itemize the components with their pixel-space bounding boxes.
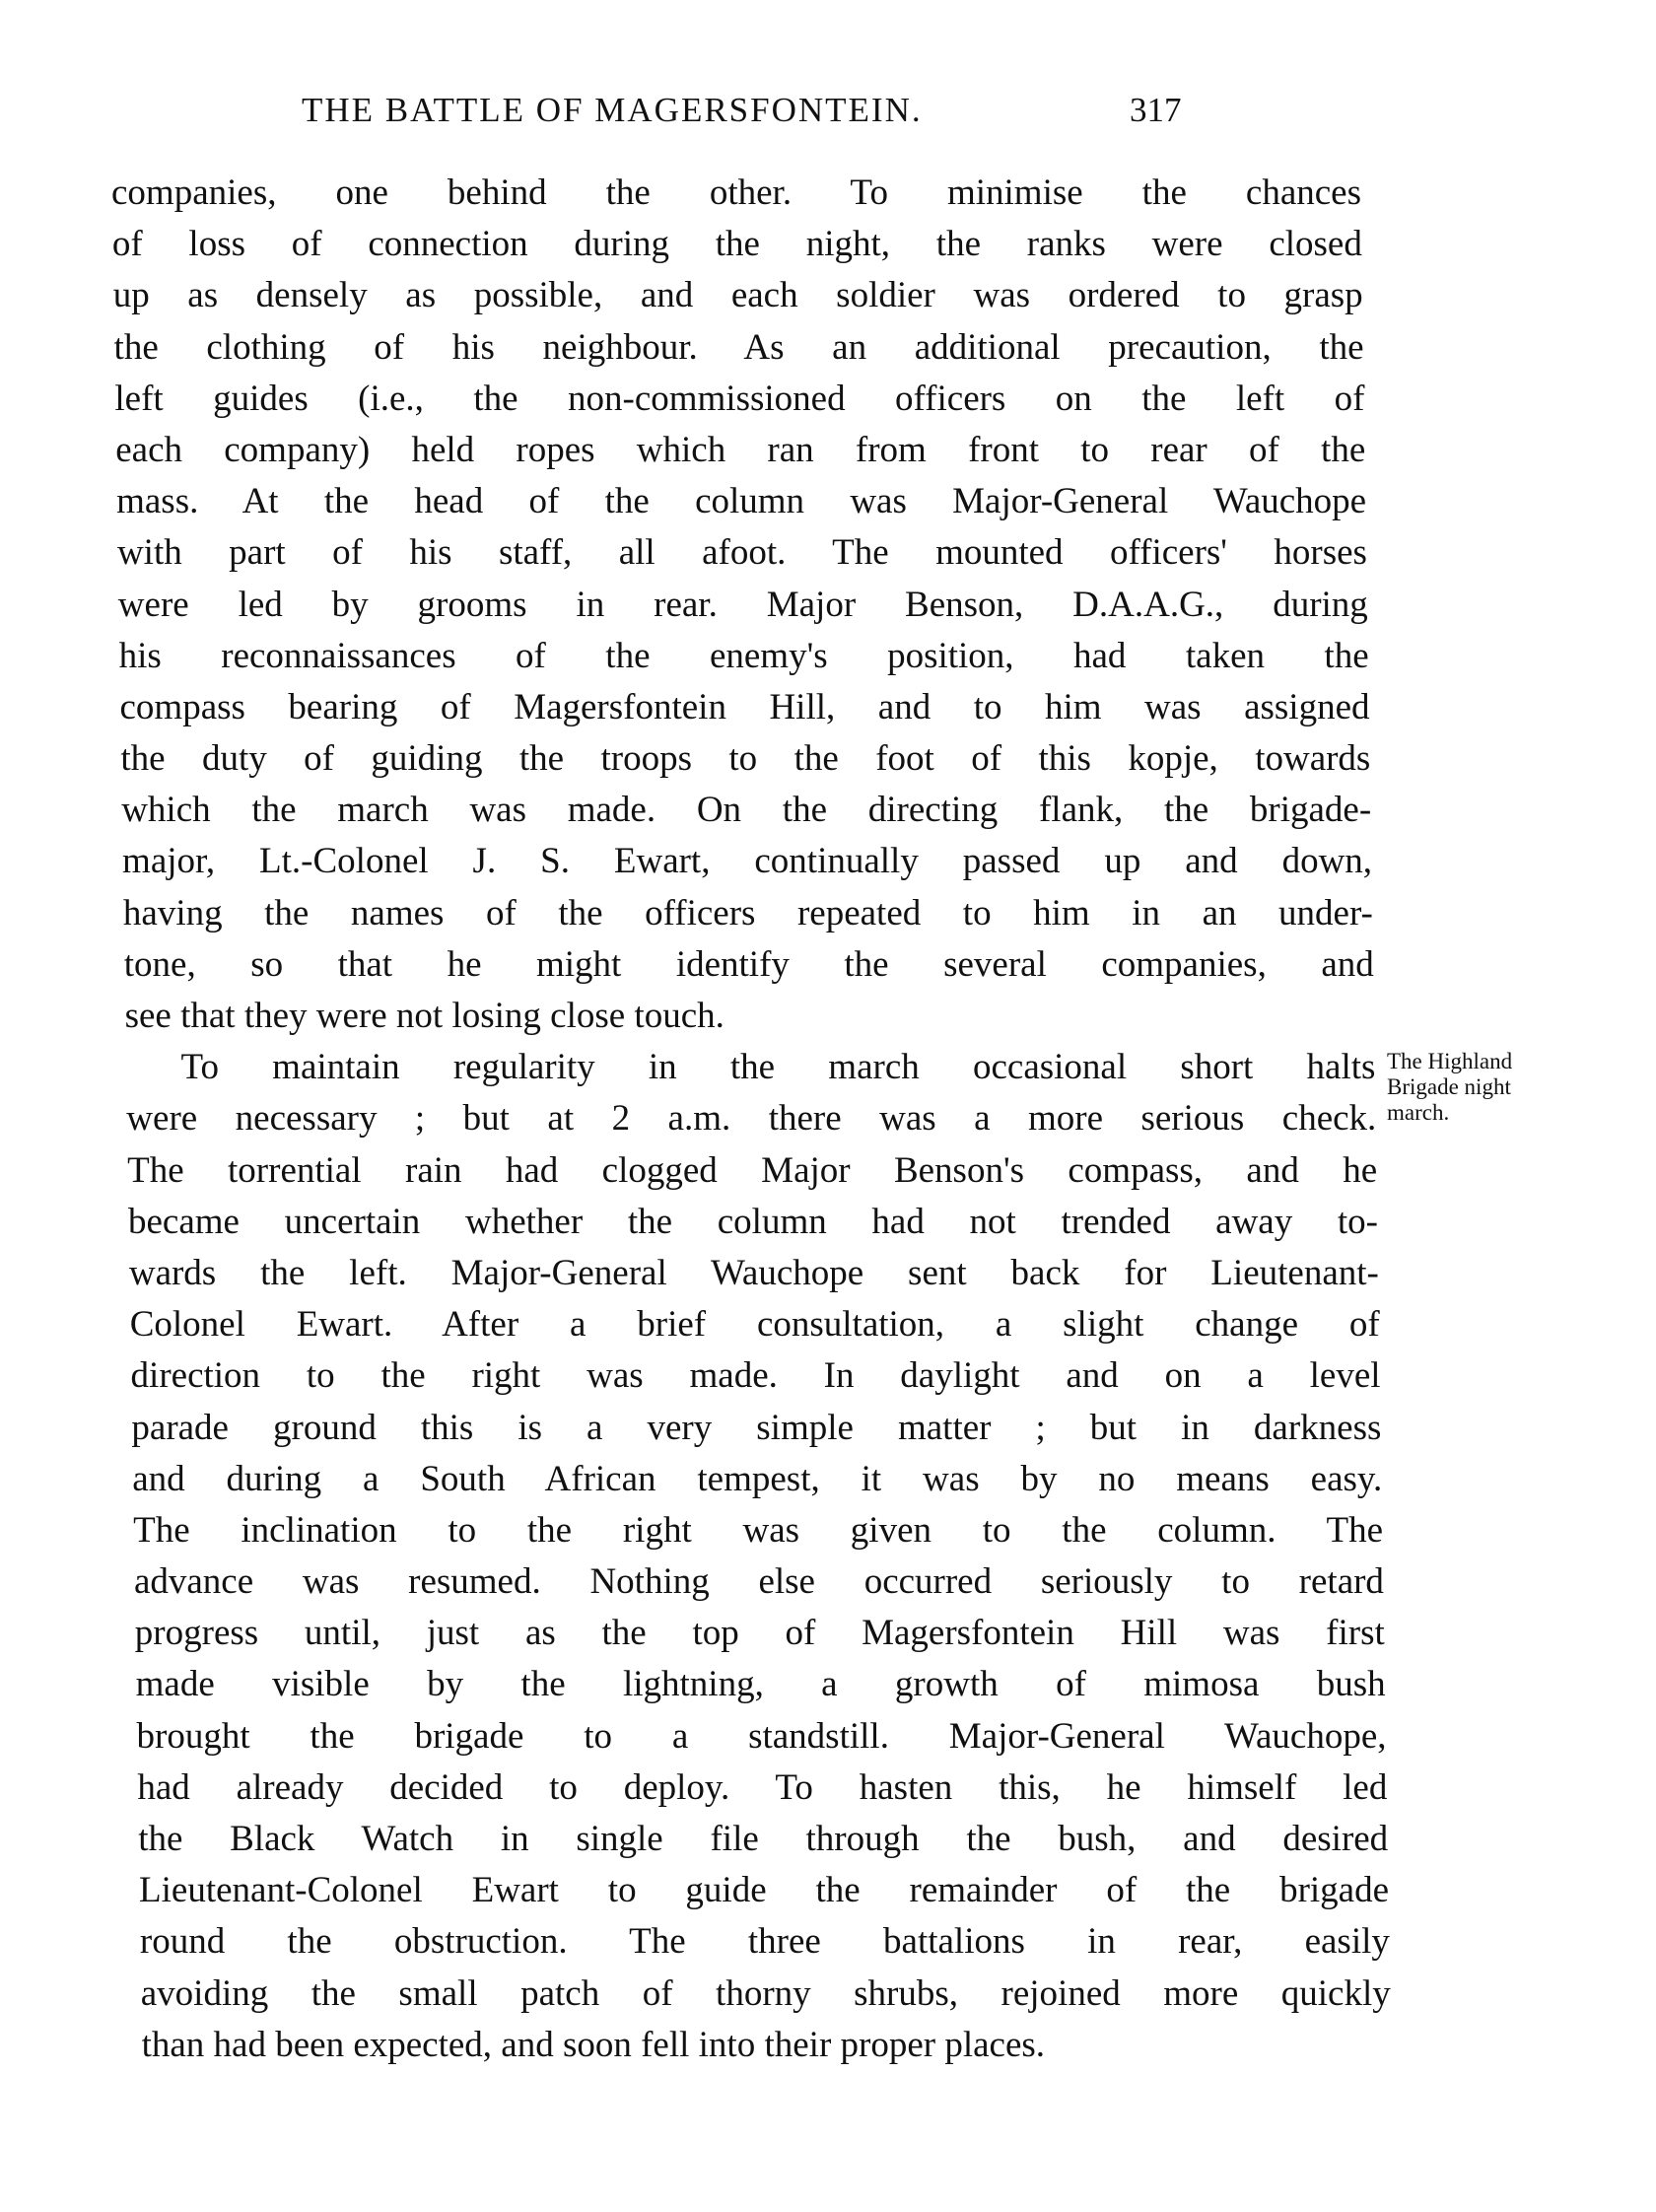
text-line: avoiding the small patch of thorny shrubs, rejoined more quickly	[140, 1972, 1391, 2014]
text-line: the duty of guiding the troops to the foot of this kopje, towards	[120, 738, 1371, 780]
text-line: of loss of connection during the night, the ranks were closed	[111, 224, 1362, 265]
text-line: The torrential rain had clogged Major Benson's compass, and he	[127, 1149, 1378, 1191]
text-line: which the march was made. On the directing flank, the brigade-	[121, 790, 1372, 831]
text-line: became uncertain whether the column had not trended away to-	[128, 1201, 1378, 1242]
text-line: major, Lt.-Colonel J. S. Ewart, continually passed up and down,	[122, 841, 1373, 882]
running-title: THE BATTLE OF MAGERSFONTEIN.	[302, 91, 923, 129]
text-line: each company) held ropes which ran from front to rear of the	[115, 429, 1366, 470]
text-line: than had been expected, and soon fell into their proper places.	[141, 2024, 1046, 2065]
margin-note-line: Brigade night	[1387, 1074, 1511, 1099]
text-line: his reconnaissances of the enemy's position, had taken the	[118, 635, 1369, 676]
text-line: advance was resumed. Nothing else occurred seriously to retard	[133, 1561, 1384, 1603]
text-line: left guides (i.e., the non-commissioned officers on the left of	[114, 378, 1365, 419]
text-line: brought the brigade to a standstill. Major-General Wauchope,	[136, 1715, 1387, 1757]
text-line: companies, one behind the other. To minimise the chances	[111, 173, 1361, 213]
text-line: progress until, just as the top of Magersfontein Hill was first	[134, 1613, 1385, 1654]
running-header	[302, 91, 1366, 140]
text-line: tone, so that he might identify the several companies, and	[123, 943, 1374, 985]
margin-note	[1387, 1049, 1512, 1126]
text-line: were led by grooms in rear. Major Benson, D.A.A.G., during	[117, 584, 1368, 625]
text-line: the clothing of his neighbour. As an additional precaution, the	[113, 326, 1364, 368]
text-line: To maintain regularity in the march occasional short halts	[180, 1047, 1376, 1088]
text-line: with part of his staff, all afoot. The mounted officers' horses	[116, 532, 1367, 574]
text-line: direction to the right was made. In daylight and on a level	[130, 1355, 1381, 1397]
text-line: see that they were not losing close touch.	[124, 996, 724, 1036]
page-number: 317	[1130, 91, 1182, 129]
text-line: up as densely as possible, and each soldier was ordered to grasp	[112, 275, 1363, 316]
text-line: compass bearing of Magersfontein Hill, and to him was assigned	[119, 686, 1370, 727]
text-line: were necessary ; but at 2 a.m. there was a more serious check.	[126, 1098, 1377, 1140]
margin-note-line: The Highland	[1387, 1049, 1513, 1073]
margin-note-line: march.	[1387, 1100, 1450, 1125]
text-line: Lieutenant-Colonel Ewart to guide the remainder of the brigade	[139, 1870, 1390, 1911]
text-line: made visible by the lightning, a growth of mimosa bush	[135, 1664, 1386, 1705]
text-line: The inclination to the right was given to the column. The	[133, 1509, 1384, 1551]
body-text	[111, 168, 1392, 2071]
text-line: having the names of the officers repeated to him in an under-	[122, 892, 1373, 933]
text-line: and during a South African tempest, it was by no means easy.	[132, 1458, 1383, 1499]
text-line: mass. At the head of the column was Major-General Wauchope	[116, 481, 1367, 522]
text-line: round the obstruction. The three battalions in rear, easily	[139, 1921, 1390, 1963]
text-line: parade ground this is a very simple matter ; but in darkness	[131, 1407, 1382, 1448]
text-line: had already decided to deploy. To hasten this, he himself led	[137, 1766, 1388, 1808]
text-line: wards the left. Major-General Wauchope sent back for Lieutenant-	[128, 1252, 1379, 1293]
text-line: Colonel Ewart. After a brief consultation, a slight change of	[129, 1304, 1380, 1346]
text-line: the Black Watch in single file through the bush, and desired	[138, 1819, 1389, 1859]
